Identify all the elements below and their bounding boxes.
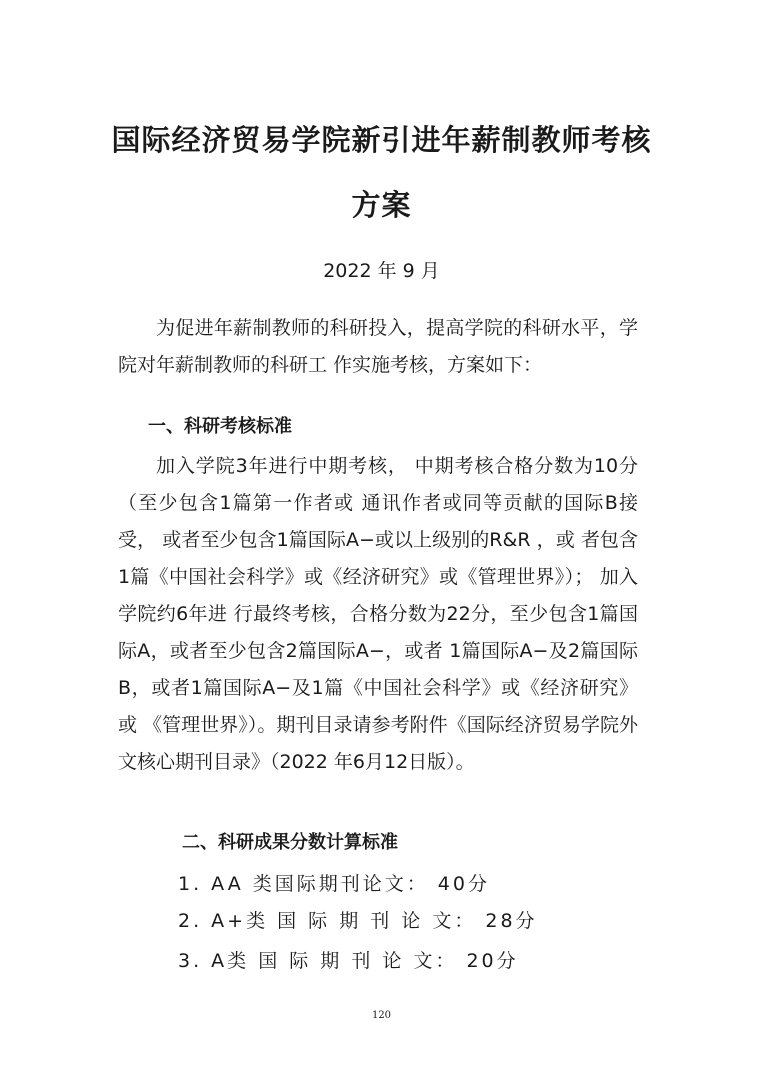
section-1-heading: 一、科研考核标准 bbox=[148, 416, 292, 437]
score-item-3: 3. A类 国 际 期 刊 论 文： 20分 bbox=[178, 950, 519, 972]
document-title-line-2: 方案 bbox=[351, 188, 412, 222]
section-2-heading: 二、科研成果分数计算标准 bbox=[182, 832, 398, 853]
document-date: 2022 年 9 月 bbox=[323, 260, 440, 282]
section-1-body: 加入学院3年进行中期考核， 中期考核合格分数为10分（至少包含1篇第一作者或 通讯作者或同等贡献的国际B接受， 或者至少包含1篇国际A−或以上级别的R&R ，或 者包含1篇《中国社会科学》或《经济研究》或《管理世界》）； 加入学院约6年进 行最终考核，合格分数为22分，至少包含1篇国际A，或者至少包含2篇国际A−，或者 1篇国际A−及2篇国际B，或者1篇国际A−及1篇《中国社会科学》或《经济研究》或 《管理世界》）。期刊目录请参考附件《国际经济贸易学院外文核心期刊目录》（2022 年6月12日版）。 bbox=[118, 455, 638, 773]
document-title-line-1: 国际经济贸易学院新引进年薪制教师考核 bbox=[111, 123, 652, 157]
page-number: 120 bbox=[371, 1010, 392, 1021]
score-item-1: 1. AA 类国际期刊论文： 40分 bbox=[178, 873, 490, 895]
intro-paragraph: 为促进年薪制教师的科研投入，提高学院的科研水平，学院对年薪制教师的科研工 作实施考核，方案如下： bbox=[118, 317, 638, 376]
score-item-2: 2. A+类 国 际 期 刊 论 文： 28分 bbox=[178, 910, 538, 932]
